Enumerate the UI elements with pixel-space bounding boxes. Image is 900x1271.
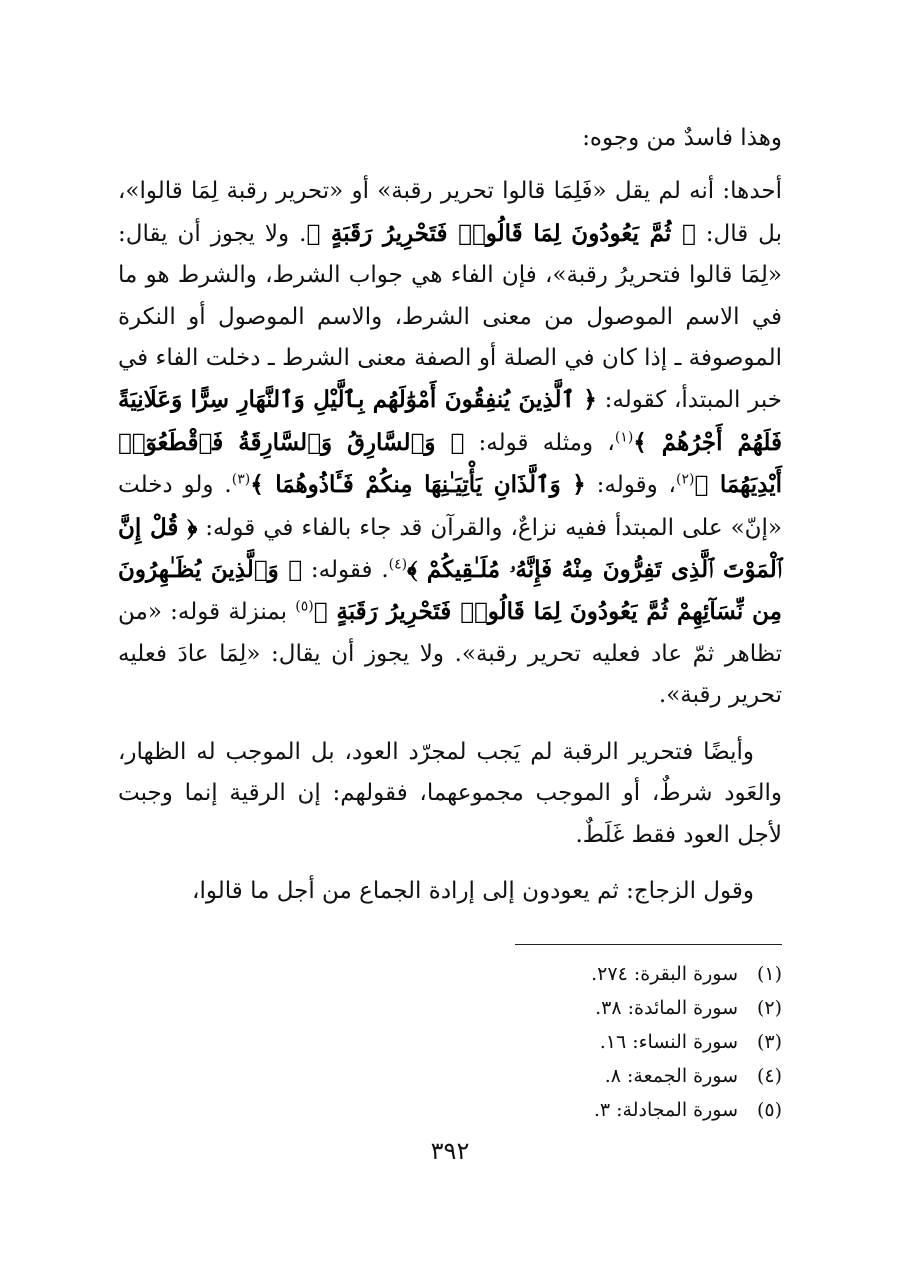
paragraphs xyxy=(118,171,782,912)
footnote xyxy=(382,991,782,1025)
footnote-text: سورة النساء: ١٦. xyxy=(599,1031,738,1053)
quran-verse: ﴿ وَٱلَّذِينَ يُظَـٰهِرُونَ مِن نِّسَآئِهِمْ ثُمَّ يَعُودُونَ لِمَا قَالُوا۟ فَتَحْرِيرُ رَقَبَةٍ ﴾ xyxy=(118,556,783,626)
footnote xyxy=(382,1093,782,1127)
footnote-ref: (٤) xyxy=(388,556,408,573)
text-segment: وأيضًا فتحرير الرقبة لم يَجب لمجرّد العود، بل الموجب له الظهار، والعَود شرطٌ، أو الموجب مجموعهما، فقولهم: إن الرقية إنما وجبت لأجل العود فقط غَلَطٌ. xyxy=(118,738,782,848)
footnote-number: (٢) xyxy=(756,997,782,1019)
text-segment: . فقوله: xyxy=(302,557,389,584)
footnote xyxy=(382,1059,782,1093)
footnote-separator xyxy=(515,944,782,945)
quran-verse: ﴿ وَٱلَّذَانِ يَأْتِيَـٰنِهَا مِنكُمْ فَـَٔاذُوهُمَا ﴾ xyxy=(250,471,586,499)
footnote-number: (٤) xyxy=(756,1065,782,1087)
footnote-number: (٣) xyxy=(756,1031,782,1053)
footnote-number: (٥) xyxy=(756,1099,782,1121)
text-segment: بمنزلة قوله: «من تظاهر ثمّ عاد فعليه تحرير رقبة». ولا يجوز أن يقال: «لِمَا عادَ فعليه تحرير رقبة». xyxy=(118,599,782,709)
footnote-ref: (٢) xyxy=(675,471,695,488)
footnote-ref: (١) xyxy=(614,429,634,446)
paragraph xyxy=(118,871,782,912)
quran-verse: ﴿ قُلْ إِنَّ ٱلْمَوْتَ ٱلَّذِى تَفِرُّونَ مِنْهُ فَإِنَّهُۥ مُلَـٰقِيكُمْ ﴾ xyxy=(118,513,782,584)
footnote xyxy=(382,1025,782,1059)
footnote-ref: (٣) xyxy=(231,471,251,488)
paragraph xyxy=(118,171,782,716)
footnote-number: (١) xyxy=(756,963,782,985)
intro-line: وهذا فاسدٌ من وجوه: xyxy=(582,125,782,151)
quran-verse: ﴿ ثُمَّ يَعُودُونَ لِمَا قَالُوا۟ فَتَحْرِيرُ رَقَبَةٍ ﴾ xyxy=(306,219,696,247)
footnote-text: سورة الجمعة: ٨. xyxy=(604,1065,738,1087)
quran-verse: ﴿ وَٱلسَّارِقُ وَٱلسَّارِقَةُ فَٱقْطَعُوٓا۟ أَيْدِيَهُمَا ﴾ xyxy=(118,428,782,499)
text-segment: . ولو دخلت «إنّ» على المبتدأ ففيه نزاعٌ، والقرآن قد جاء بالفاء في قوله: xyxy=(118,472,782,541)
footnote-text: سورة البقرة: ٢٧٤. xyxy=(591,963,738,985)
text-segment: وقول الزجاج: ثم يعودون إلى إرادة الجماع من أجل ما قالوا، xyxy=(192,877,754,904)
main-text xyxy=(118,118,782,927)
footnote-ref: (٥) xyxy=(295,598,314,615)
footnote-text: سورة المجادلة: ٣. xyxy=(593,1099,738,1121)
text-segment: . ولا يجوز أن يقال: «لِمَا قالوا فتحريرُ رقبة»، فإن الفاء هي جواب الشرط، والشرط هو ما في الاسم الموصول من معنى الشرط، والاسم الموصول أو النكرة الموصوفة ـ إذا كان في الصلة أو الصفة معنى الشرط ـ دخلت الفاء في خبر المبتدأ، كقوله: xyxy=(118,220,782,414)
footnotes xyxy=(382,957,782,1127)
text-segment: ، وقوله: xyxy=(585,472,676,499)
text-segment: أحدها: أنه لم يقل «فَلِمَا قالوا تحرير رقبة» أو «تحرير رقبة لِمَا قالوا»، بل قال: xyxy=(118,178,783,247)
footnote-text: سورة المائدة: ٣٨. xyxy=(595,997,738,1019)
paragraph xyxy=(118,732,782,856)
text-segment: ، ومثله قوله: xyxy=(464,429,615,456)
footnote xyxy=(382,957,782,991)
page-number: ٣٩٢ xyxy=(430,1137,470,1165)
quran-verse: ﴿ ٱلَّذِينَ يُنفِقُونَ أَمْوَٰلَهُم بِٱلَّيْلِ وَٱلنَّهَارِ سِرًّا وَعَلَانِيَةً فَلَهُمْ أَجْرُهُمْ ﴾ xyxy=(118,386,782,456)
